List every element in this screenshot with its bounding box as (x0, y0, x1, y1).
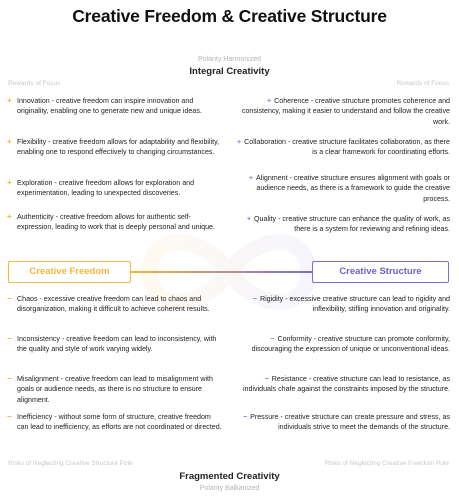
list-item (232, 412, 450, 433)
list-item (232, 173, 450, 204)
list-item (7, 412, 222, 433)
list-item (232, 294, 450, 315)
list-item (232, 374, 450, 395)
rewards-label-right: Rewards of Focus (396, 80, 449, 87)
left-risk-text: Inconsistency - creative freedom can lead to inconsistency, with the quality and style of work varying widely. (17, 335, 217, 354)
right-reward-text: Coherence - creative structure promotes coherence and consistency, making it easier to understand and follow the creative work. (241, 97, 450, 126)
list-item (7, 137, 222, 158)
minus-icon: − (7, 412, 12, 421)
minus-icon: − (264, 375, 269, 383)
minus-icon: − (7, 374, 12, 383)
right-rewards-list (230, 96, 450, 256)
top-pole-name: Integral Creativity (189, 66, 270, 77)
right-reward-text: Collaboration - creative structure facilitates collaboration, as there is a clear framework for coordinating efforts. (244, 138, 450, 157)
right-risk-text: Pressure - creative structure can create pressure and stress, as individuals strive to meet the demands of the structure. (250, 413, 450, 432)
list-item (7, 178, 222, 199)
bottom-pole-name: Fragmented Creativity (179, 471, 280, 482)
list-item (7, 374, 222, 405)
page-title: Creative Freedom & Creative Structure (72, 6, 387, 26)
list-item (232, 214, 450, 235)
plus-icon: + (266, 97, 272, 105)
plus-icon: + (248, 174, 254, 182)
right-risks-list (230, 294, 450, 454)
bottom-pole-subtitle: Polarity Balkanized (199, 485, 260, 492)
risks-label-right: Risks of Neglecting Creative Freedom Pole (324, 460, 449, 467)
left-rewards-list (7, 96, 222, 256)
minus-icon: − (7, 294, 12, 303)
left-reward-text: Exploration - creative freedom allows for exploration and experimentation, leading to unexpected discoveries. (17, 179, 195, 198)
plus-icon: + (246, 215, 252, 223)
plus-icon: + (237, 138, 242, 146)
creative-structure-pole: Creative Structure (312, 261, 449, 283)
plus-icon: + (7, 212, 12, 221)
left-reward-text: Authenticity - creative freedom allows for authentic self-expression, leading to work that is deeply personal and unique. (17, 213, 215, 232)
pole-connector-line (131, 271, 312, 273)
list-item (7, 212, 222, 233)
plus-icon: + (7, 137, 12, 146)
left-risks-list (7, 294, 222, 454)
minus-icon: − (270, 335, 275, 343)
left-reward-text: Innovation - creative freedom can inspire innovation and originality, enabling one to generate new and unique ideas. (17, 97, 202, 116)
minus-icon: − (252, 295, 257, 303)
right-risk-text: Resistance - creative structure can lead to resistance, as individuals chafe against the constraints imposed by the structure. (242, 375, 450, 394)
list-item (7, 96, 222, 117)
plus-icon: + (7, 96, 12, 105)
list-item (7, 334, 222, 355)
left-risk-text: Misalignment - creative freedom can lead to misalignment with goals or audience needs, as there is no structure to ensure alignment. (17, 375, 213, 404)
right-risk-text: Rigidity - excessive creative structure can lead to rigidity and inflexibility, stifling innovation and originality. (259, 295, 450, 314)
list-item (232, 96, 450, 127)
plus-icon: + (7, 178, 12, 187)
right-risk-text: Conformity - creative structure can promote conformity, discouraging the expression of unique or unconventional ideas. (251, 335, 450, 354)
right-reward-text: Quality - creative structure can enhance the quality of work, as there is a system for reviewing and refining ideas. (254, 215, 450, 234)
list-item (232, 334, 450, 355)
list-item (232, 137, 450, 158)
minus-icon: − (7, 334, 12, 343)
creative-freedom-pole: Creative Freedom (8, 261, 131, 283)
minus-icon: − (242, 413, 248, 421)
left-reward-text: Flexibility - creative freedom allows for adaptability and flexibility, enabling one to respond effectively to changing circumstances. (17, 138, 220, 157)
risks-label-left: Risks of Neglecting Creative Structure Pole (8, 460, 133, 467)
rewards-label-left: Rewards of Focus (8, 80, 61, 87)
list-item (7, 294, 222, 315)
left-risk-text: Inefficiency - without some form of structure, creative freedom can lead to inefficiency, as efforts are not coordinated or directed. (17, 413, 222, 432)
top-pole-subtitle: Polarity Harmonized (197, 56, 262, 63)
left-risk-text: Chaos - excessive creative freedom can lead to chaos and disorganization, making it difficult to achieve coherent results. (17, 295, 210, 314)
right-reward-text: Alignment - creative structure ensures alignment with goals or audience needs, as there is a framework to guide the creative process. (256, 174, 450, 203)
